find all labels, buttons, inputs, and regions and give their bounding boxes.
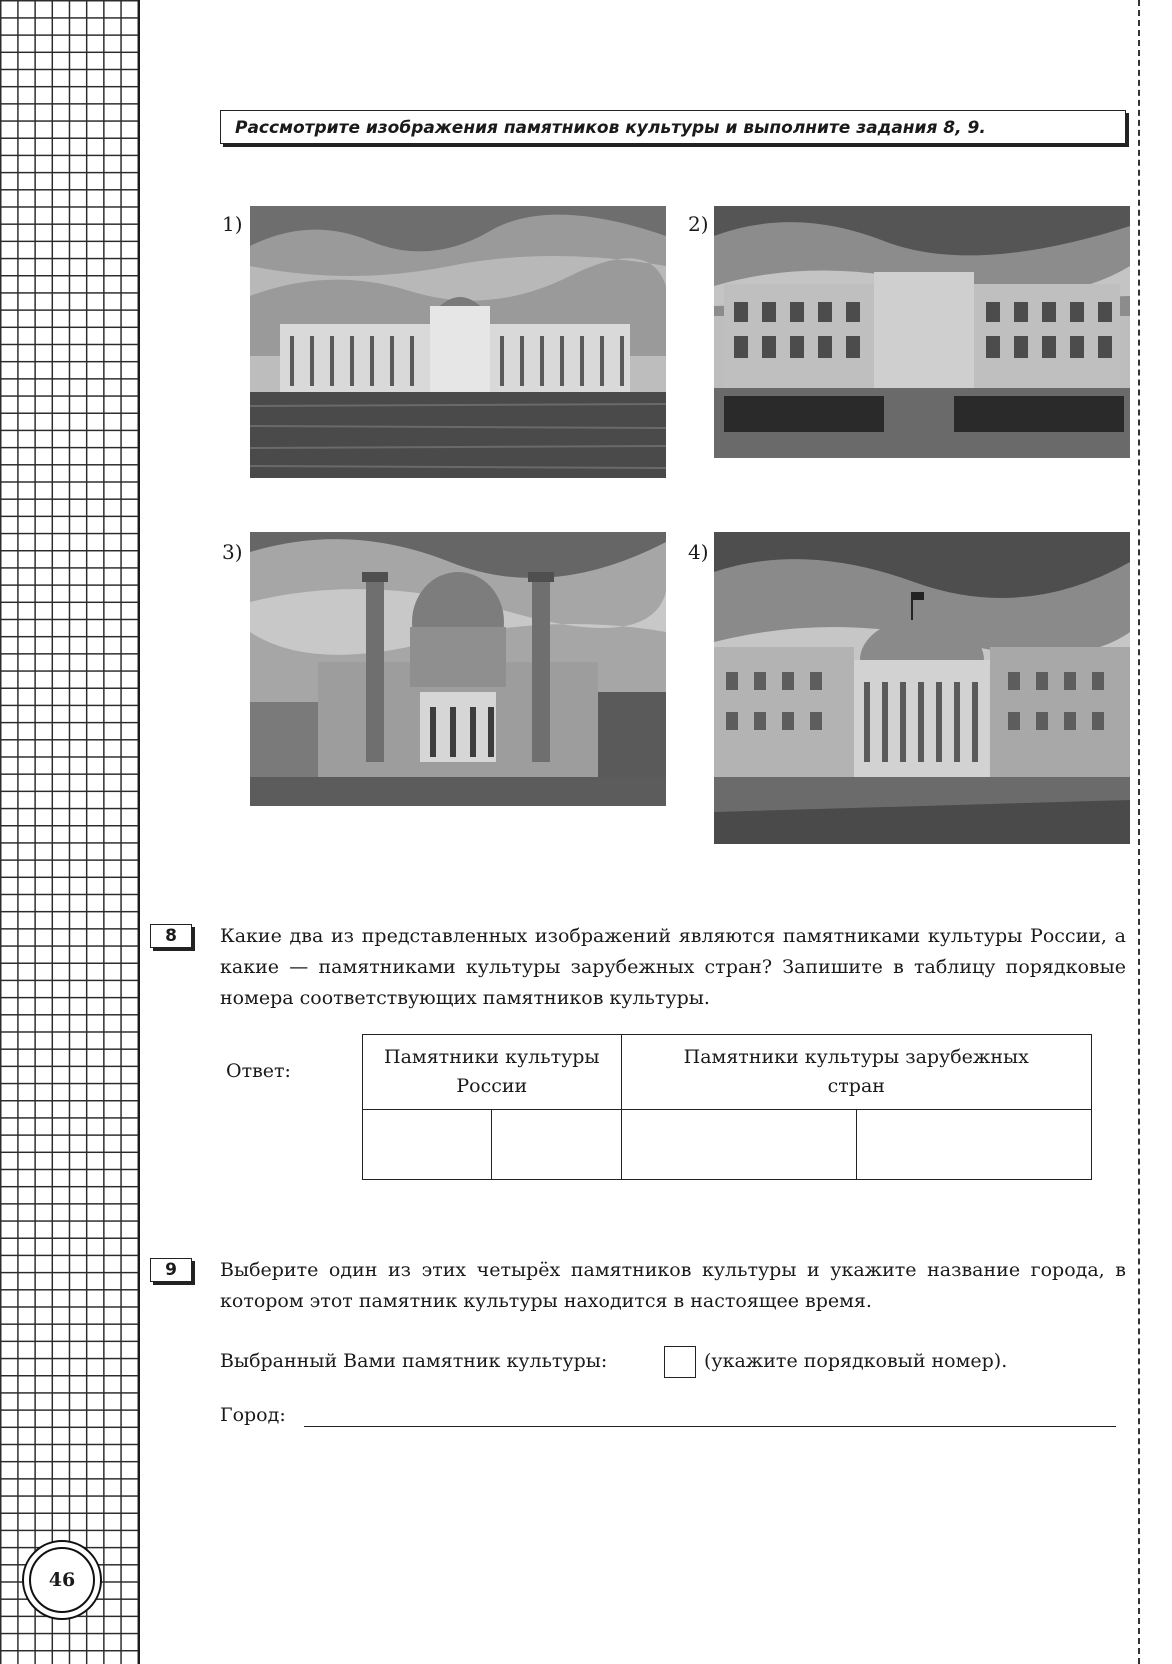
grid-margin — [0, 0, 140, 1664]
answer-cell-1[interactable] — [363, 1110, 492, 1180]
instruction-box: Рассмотрите изображения памятников культуры и выполните задания 8, 9. — [220, 110, 1126, 144]
answer-cell-3[interactable] — [621, 1110, 856, 1180]
image-1-label: 1) — [222, 212, 243, 236]
page-number: 46 — [29, 1547, 95, 1613]
answer-cell-4[interactable] — [856, 1110, 1091, 1180]
image-2-label: 2) — [688, 212, 709, 236]
col-foreign-header: Памятники культуры зарубежных стран — [621, 1035, 1091, 1110]
question-9-number: 9 — [150, 1258, 192, 1282]
col-russia-header: Памятники культуры России — [363, 1035, 622, 1110]
city-answer-line[interactable] — [304, 1426, 1116, 1427]
question-8-text: Какие два из представленных изображений являются памятниками культуры России, а какие — памятниками культуры зарубежных стран? Запишите в таблицу порядковые номера соответствующих памятников культуры. — [220, 925, 1126, 1009]
image-3-photo — [250, 532, 666, 806]
answer-cell-2[interactable] — [492, 1110, 621, 1180]
question-9-text: Выберите один из этих четырёх памятников культуры и укажите название города, в котором этот памятник культуры находится в настоящее время. — [220, 1259, 1126, 1312]
city-label: Город: — [220, 1404, 286, 1426]
answer-table — [362, 1034, 1092, 1180]
question-8-number: 8 — [150, 924, 192, 948]
chosen-monument-label: Выбранный Вами памятник культуры: — [220, 1350, 608, 1372]
cut-line — [1138, 0, 1140, 1664]
page-number-badge — [22, 1540, 102, 1620]
chosen-number-box[interactable] — [664, 1346, 696, 1378]
image-3-label: 3) — [222, 540, 243, 564]
image-1-photo — [250, 206, 666, 478]
image-4-label: 4) — [688, 540, 709, 564]
chosen-monument-hint: (укажите порядковый номер). — [704, 1350, 1008, 1372]
image-2-photo — [714, 206, 1130, 458]
image-4-photo — [714, 532, 1130, 844]
answer-label: Ответ: — [226, 1060, 291, 1082]
